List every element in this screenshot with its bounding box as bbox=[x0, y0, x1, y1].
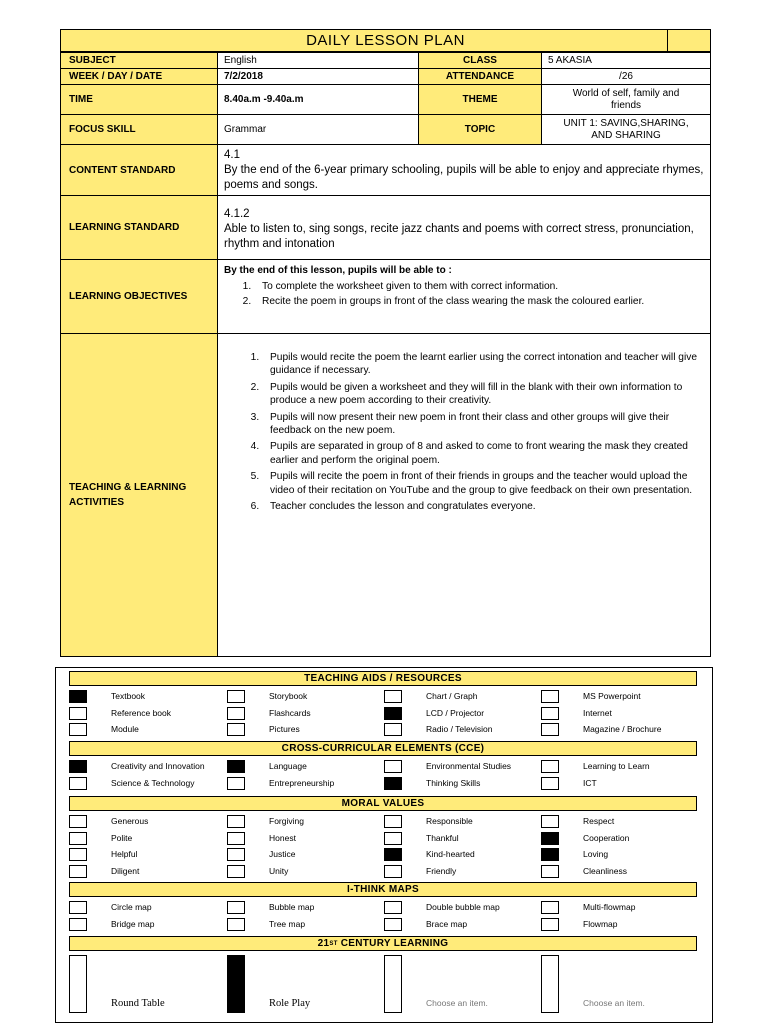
subject-label: SUBJECT bbox=[60, 52, 218, 69]
moral-checkbox[interactable] bbox=[384, 865, 402, 878]
learning-standard-code: 4.1.2 bbox=[224, 208, 250, 220]
moral-checkbox[interactable] bbox=[541, 832, 559, 845]
aids-option-label: LCD / Projector bbox=[426, 707, 485, 718]
moral-checkbox[interactable] bbox=[384, 848, 402, 861]
moral-option-label: Thankful bbox=[426, 832, 459, 843]
century-checkbox[interactable] bbox=[541, 955, 559, 1013]
moral-option-label: Respect bbox=[583, 816, 615, 826]
moral-checkbox[interactable] bbox=[384, 832, 402, 845]
activity-item: 2. Pupils would be given a worksheet and they will fill in the blank with their own information to produce a new poem according to their creativity. bbox=[262, 381, 704, 408]
aids-option-label: Radio / Television bbox=[426, 724, 493, 734]
learning-standard-text: Able to listen to, sing songs, recite jazz chants and poems with correct stress, pronunciation, rhythm and intonation bbox=[224, 223, 694, 250]
century-option-label[interactable]: Choose an item. bbox=[426, 998, 488, 1008]
content-standard-cell bbox=[217, 144, 711, 196]
century-option-label[interactable]: Choose an item. bbox=[583, 998, 645, 1008]
aids-checkbox[interactable] bbox=[227, 690, 245, 703]
ithink-option-label: Flowmap bbox=[583, 918, 618, 929]
moral-option-label: Unity bbox=[269, 866, 289, 877]
cce-option-label: Language bbox=[269, 761, 307, 771]
activity-item: 6. Teacher concludes the lesson and congratulates everyone. bbox=[262, 500, 704, 513]
aids-option-label: Storybook bbox=[269, 691, 308, 701]
aids-checkbox[interactable] bbox=[69, 690, 87, 703]
attendance-label: ATTENDANCE bbox=[418, 68, 542, 85]
cce-checkbox[interactable] bbox=[384, 777, 402, 790]
aids-option-label: Magazine / Brochure bbox=[583, 724, 662, 734]
date-value: 7/2/2018 bbox=[217, 68, 419, 85]
ithink-option-label: Bridge map bbox=[111, 918, 155, 929]
aids-checkbox[interactable] bbox=[384, 707, 402, 720]
activities-label: TEACHING & LEARNING ACTIVITIES bbox=[60, 333, 218, 657]
moral-checkbox[interactable] bbox=[384, 815, 402, 828]
century-checkbox[interactable] bbox=[227, 955, 245, 1013]
focus-skill-label: FOCUS SKILL bbox=[60, 114, 218, 145]
theme-label: THEME bbox=[418, 84, 542, 115]
aids-header: TEACHING AIDS / RESOURCES bbox=[69, 671, 697, 686]
ithink-checkbox[interactable] bbox=[227, 901, 245, 914]
moral-header: MORAL VALUES bbox=[69, 796, 697, 811]
time-label: TIME bbox=[60, 84, 218, 115]
activities-list bbox=[218, 351, 704, 513]
moral-checkbox[interactable] bbox=[541, 848, 559, 861]
moral-option-label: Loving bbox=[583, 849, 609, 860]
learning-standard-cell bbox=[217, 195, 711, 260]
ithink-checkbox[interactable] bbox=[541, 918, 559, 931]
century-checkbox[interactable] bbox=[69, 955, 87, 1013]
moral-checkbox[interactable] bbox=[541, 865, 559, 878]
aids-checkbox[interactable] bbox=[227, 707, 245, 720]
page-title: DAILY LESSON PLAN bbox=[60, 29, 711, 52]
cce-checkbox[interactable] bbox=[541, 760, 559, 773]
moral-checkbox[interactable] bbox=[69, 832, 87, 845]
moral-option-label: Kind-hearted bbox=[426, 849, 475, 860]
learning-objectives-cell bbox=[217, 259, 711, 334]
aids-checkbox[interactable] bbox=[541, 723, 559, 736]
aids-option-label: Pictures bbox=[269, 724, 300, 734]
content-standard-text: By the end of the 6-year primary schooling, pupils will be able to enjoy and appreciate rhymes, poems and songs. bbox=[224, 164, 704, 191]
moral-option-label: Cleanliness bbox=[583, 866, 627, 877]
date-label: WEEK / DAY / DATE bbox=[60, 68, 218, 85]
century-checkbox[interactable] bbox=[384, 955, 402, 1013]
moral-checkbox[interactable] bbox=[227, 865, 245, 878]
class-value: 5 AKASIA bbox=[541, 52, 711, 69]
moral-option-label: Forgiving bbox=[269, 816, 304, 826]
cce-option-label: Entrepreneurship bbox=[269, 777, 335, 788]
moral-checkbox[interactable] bbox=[69, 815, 87, 828]
moral-option-label: Friendly bbox=[426, 866, 457, 877]
cce-option-label: Environmental Studies bbox=[426, 761, 512, 771]
cce-option-label: Creativity and Innovation bbox=[111, 761, 205, 771]
ithink-option-label: Tree map bbox=[269, 918, 306, 929]
activity-item: 4. Pupils are separated in group of 8 and asked to come to front wearing the mask they created earlier and perform the original poem. bbox=[262, 440, 704, 467]
moral-option-label: Honest bbox=[269, 832, 296, 843]
content-standard-code: 4.1 bbox=[224, 149, 240, 161]
moral-checkbox[interactable] bbox=[227, 832, 245, 845]
ithink-option-label: Brace map bbox=[426, 918, 468, 929]
objectives-intro: By the end of this lesson, pupils will be able to : bbox=[224, 265, 452, 276]
time-value: 8.40a.m -9.40a.m bbox=[217, 84, 419, 115]
cce-checkbox[interactable] bbox=[227, 777, 245, 790]
century-option-label: Round Table bbox=[111, 998, 165, 1009]
moral-option-label: Justice bbox=[269, 849, 296, 860]
content-standard-label: CONTENT STANDARD bbox=[60, 144, 218, 196]
aids-checkbox[interactable] bbox=[227, 723, 245, 736]
ithink-checkbox[interactable] bbox=[541, 901, 559, 914]
ithink-option-label: Multi-flowmap bbox=[583, 902, 636, 912]
moral-checkbox[interactable] bbox=[227, 848, 245, 861]
cce-checkbox[interactable] bbox=[227, 760, 245, 773]
topic-value: UNIT 1: SAVING,SHARING, AND SHARING bbox=[541, 114, 711, 145]
focus-skill-value: Grammar bbox=[217, 114, 419, 145]
moral-option-label: Polite bbox=[111, 832, 133, 843]
learning-standard-label: LEARNING STANDARD bbox=[60, 195, 218, 260]
attendance-value: /26 bbox=[541, 68, 711, 85]
objective-item: 2. Recite the poem in groups in front of the class wearing the mask the coloured earlier. bbox=[254, 294, 704, 309]
aids-checkbox[interactable] bbox=[69, 723, 87, 736]
moral-option-label: Diligent bbox=[111, 866, 140, 877]
aids-option-label: Reference book bbox=[111, 707, 172, 718]
topic-label: TOPIC bbox=[418, 114, 542, 145]
title-divider bbox=[667, 29, 668, 52]
aids-checkbox[interactable] bbox=[384, 690, 402, 703]
aids-option-label: Textbook bbox=[111, 691, 146, 701]
moral-option-label: Helpful bbox=[111, 849, 138, 860]
cce-option-label: Science & Technology bbox=[111, 777, 195, 788]
century-header: 21 ST CENTURY LEARNING bbox=[69, 936, 697, 951]
activity-item: 3. Pupils will now present their new poem in front their class and other groups will give their feedback on the new poem. bbox=[262, 411, 704, 438]
objective-item: 1. To complete the worksheet given to them with correct information. bbox=[254, 279, 704, 294]
moral-option-label: Generous bbox=[111, 816, 149, 826]
ithink-checkbox[interactable] bbox=[384, 918, 402, 931]
ithink-header: I-THINK MAPS bbox=[69, 882, 697, 897]
ithink-checkbox[interactable] bbox=[227, 918, 245, 931]
ithink-checkbox[interactable] bbox=[69, 901, 87, 914]
cce-checkbox[interactable] bbox=[541, 777, 559, 790]
moral-checkbox[interactable] bbox=[227, 815, 245, 828]
ithink-checkbox[interactable] bbox=[69, 918, 87, 931]
learning-objectives-label: LEARNING OBJECTIVES bbox=[60, 259, 218, 334]
activity-item: 1. Pupils would recite the poem the learnt earlier using the correct intonation and teacher will give guidance if necessary. bbox=[262, 351, 704, 378]
moral-checkbox[interactable] bbox=[69, 865, 87, 878]
activity-item: 5. Pupils will recite the poem in front of their friends in groups and the teacher would upload the video of their recitation on YouTube and the group to give feedback on their own presentation. bbox=[262, 470, 704, 497]
aids-checkbox[interactable] bbox=[384, 723, 402, 736]
subject-value: English bbox=[217, 52, 419, 69]
ithink-option-label: Double bubble map bbox=[426, 902, 500, 912]
moral-checkbox[interactable] bbox=[541, 815, 559, 828]
aids-option-label: Internet bbox=[583, 707, 612, 718]
cce-checkbox[interactable] bbox=[384, 760, 402, 773]
aids-checkbox[interactable] bbox=[541, 707, 559, 720]
moral-option-label: Responsible bbox=[426, 816, 473, 826]
aids-checkbox[interactable] bbox=[541, 690, 559, 703]
cce-header: CROSS-CURRICULAR ELEMENTS (CCE) bbox=[69, 741, 697, 756]
ithink-checkbox[interactable] bbox=[384, 901, 402, 914]
aids-option-label: Module bbox=[111, 724, 139, 734]
moral-option-label: Cooperation bbox=[583, 832, 630, 843]
activities-cell bbox=[217, 333, 711, 657]
cce-checkbox[interactable] bbox=[69, 760, 87, 773]
aids-option-label: MS Powerpoint bbox=[583, 691, 641, 701]
cce-option-label: Learning to Learn bbox=[583, 761, 650, 771]
cce-option-label: ICT bbox=[583, 777, 597, 788]
objectives-list bbox=[224, 279, 704, 309]
aids-option-label: Flashcards bbox=[269, 707, 311, 718]
aids-checkbox[interactable] bbox=[69, 707, 87, 720]
aids-option-label: Chart / Graph bbox=[426, 691, 478, 701]
theme-value: World of self, family and friends bbox=[541, 84, 711, 115]
ithink-option-label: Bubble map bbox=[269, 902, 315, 912]
cce-option-label: Thinking Skills bbox=[426, 777, 481, 788]
century-option-label: Role Play bbox=[269, 998, 311, 1009]
cce-checkbox[interactable] bbox=[69, 777, 87, 790]
ithink-option-label: Circle map bbox=[111, 902, 152, 912]
class-label: CLASS bbox=[418, 52, 542, 69]
moral-checkbox[interactable] bbox=[69, 848, 87, 861]
